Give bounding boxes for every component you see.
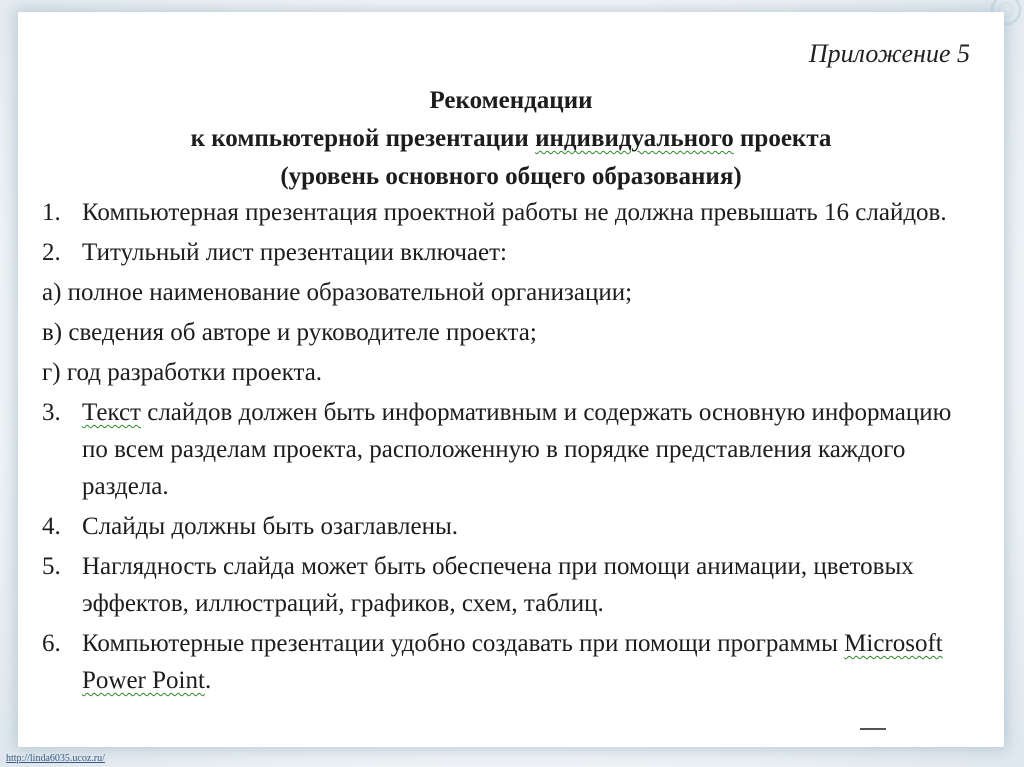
item-number: 2. — [42, 239, 61, 266]
list-item-2 — [42, 234, 974, 271]
item-3-rest: слайдов должен быть информативным и содержать основную информацию по всем разделам проекта, расположенную в порядке представления каждого раздела. — [82, 399, 952, 500]
title-line-2-suffix: проекта — [740, 125, 832, 152]
item-6-end: . — [204, 667, 212, 694]
title-line-3: (уровень основного общего образования) — [280, 163, 742, 190]
item-text — [82, 625, 974, 699]
recommendations-list — [42, 194, 974, 702]
item-number: 5. — [42, 553, 61, 580]
sub-item-a: а) полное наименование образовательной организации; — [42, 279, 633, 306]
title-line-2-underlined: индивидуального — [535, 125, 734, 152]
title-line-1: Рекомендации — [429, 87, 593, 114]
item-text: Титульный лист презентации включает: — [82, 239, 507, 266]
sub-item-c: г) год разработки проекта. — [42, 359, 323, 386]
list-item-5 — [42, 548, 974, 622]
item-number: 3. — [42, 399, 61, 426]
item-3-underlined-word: Текст — [82, 399, 141, 426]
list-item-4 — [42, 508, 974, 545]
slide-title — [18, 82, 1004, 196]
appendix-label: Приложение 5 — [808, 39, 970, 68]
item-6-text: Компьютерные презентации удобно создавать при помощи программы — [82, 630, 838, 657]
item-text: Наглядность слайда может быть обеспечена при помощи анимации, цветовых эффектов, иллюстраций, графиков, схем, таблиц. — [82, 553, 914, 617]
title-line-2-prefix: к компьютерной презентации — [190, 125, 529, 152]
list-item-3 — [42, 394, 974, 505]
item-number: 6. — [42, 630, 61, 657]
slide — [18, 12, 1004, 747]
sub-item-b: в) сведения об авторе и руководителе проекта; — [42, 319, 537, 346]
source-link[interactable]: http://linda6035.ucoz.ru/ — [6, 753, 105, 764]
title-line-2 — [18, 120, 1004, 158]
item-6-program-name: Microsoft Power Point — [82, 630, 943, 694]
list-item-1 — [42, 194, 974, 231]
list-item-6 — [42, 625, 974, 699]
footer-dash — [860, 728, 886, 730]
item-number: 1. — [42, 199, 61, 226]
item-text — [82, 394, 974, 505]
item-text: Компьютерная презентация проектной работы не должна превышать 16 слайдов. — [82, 199, 947, 226]
item-number: 4. — [42, 513, 61, 540]
item-text: Слайды должны быть озаглавлены. — [82, 513, 459, 540]
